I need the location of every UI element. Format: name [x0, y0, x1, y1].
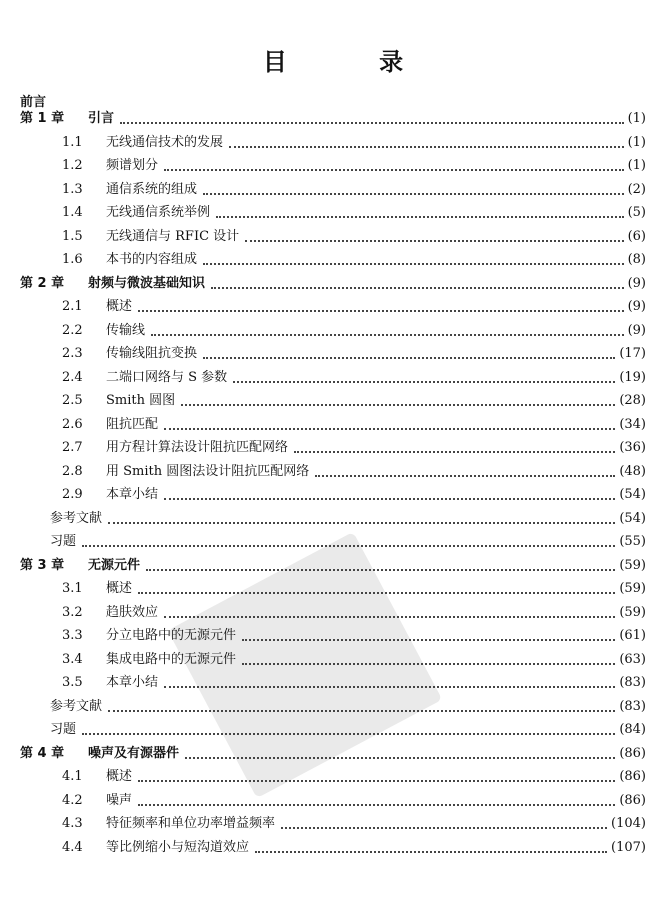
dot-leader — [138, 591, 615, 594]
entry-title: 趋肤效应 — [106, 604, 159, 620]
entry-title: 阻抗匹配 — [106, 416, 159, 432]
entry-number: 4.1 — [62, 769, 83, 784]
page-number: (6) — [627, 228, 646, 244]
dot-leader — [315, 474, 615, 477]
page-number: (83) — [619, 698, 646, 714]
toc-entry-section[interactable] — [62, 812, 646, 832]
dot-leader — [120, 121, 624, 124]
page-number: (59) — [619, 557, 646, 573]
entry-number: 1.2 — [62, 158, 83, 173]
toc-entry-section[interactable] — [62, 671, 646, 691]
entry-title: 概述 — [106, 769, 133, 784]
dot-leader — [294, 450, 615, 453]
dot-leader — [138, 309, 624, 312]
page-number: (36) — [619, 440, 646, 455]
page-number: (59) — [619, 581, 646, 596]
entry-number: 3.3 — [62, 628, 83, 643]
entry-number: 第 4 章 — [20, 745, 65, 761]
dot-leader — [203, 262, 624, 265]
entry-title: 射频与微波基础知识 — [88, 275, 206, 291]
entry-title: 无线通信与 RFIC 设计 — [106, 228, 240, 244]
entry-title: 通信系统的组成 — [106, 181, 198, 197]
page-number: (1) — [627, 158, 646, 173]
toc-entry-section[interactable] — [62, 601, 646, 621]
page-number: (8) — [627, 252, 646, 267]
entry-number: 3.1 — [62, 581, 83, 596]
page-number: (63) — [619, 651, 646, 667]
entry-number: 2.7 — [62, 440, 83, 455]
page-number: (28) — [619, 393, 646, 408]
toc-entry-section[interactable] — [62, 131, 646, 151]
page-number: (17) — [619, 346, 646, 361]
dot-leader — [185, 756, 615, 759]
dot-leader — [164, 497, 615, 500]
entry-number: 4.3 — [62, 816, 83, 831]
entry-number: 3.2 — [62, 604, 83, 620]
toc-entry-section[interactable] — [62, 154, 646, 174]
entry-number: 1.3 — [62, 181, 83, 197]
toc-entry-section[interactable] — [62, 366, 646, 386]
entry-number: 4.2 — [62, 792, 83, 808]
page-number: (19) — [619, 369, 646, 385]
toc-entry-section[interactable] — [62, 577, 646, 597]
page-number: (34) — [619, 416, 646, 432]
dot-leader — [164, 168, 624, 171]
entry-title: 传输线阻抗变换 — [106, 346, 198, 361]
page-number: (2) — [627, 181, 646, 197]
page-number: (86) — [619, 792, 646, 808]
page-number: (9) — [627, 275, 646, 291]
toc-entry-aux[interactable] — [50, 507, 646, 527]
entry-title: 习题 — [50, 534, 77, 549]
toc-entry-section[interactable] — [62, 789, 646, 809]
toc-entry-section[interactable] — [62, 225, 646, 245]
entry-title: 无线通信系统举例 — [106, 205, 211, 220]
entry-title: 噪声 — [106, 792, 133, 808]
entry-title: 概述 — [106, 581, 133, 596]
toc-entry-chapter[interactable] — [20, 742, 646, 762]
entry-number: 1.4 — [62, 205, 83, 220]
entry-number: 第 2 章 — [20, 275, 65, 291]
toc-entry-aux[interactable] — [50, 718, 646, 738]
entry-number: 第 3 章 — [20, 557, 65, 573]
entry-number: 3.4 — [62, 651, 83, 667]
dot-leader — [281, 826, 607, 829]
page-number: (1) — [627, 134, 646, 150]
toc-entry-aux[interactable] — [50, 695, 646, 715]
page-number: (9) — [627, 322, 646, 338]
toc-entry-aux[interactable] — [50, 530, 646, 550]
entry-number: 2.6 — [62, 416, 83, 432]
entry-title: 用方程计算法设计阻抗匹配网络 — [106, 440, 289, 455]
toc-entry-chapter[interactable] — [20, 554, 646, 574]
toc-entry-chapter[interactable] — [20, 107, 646, 127]
toc-entry-section[interactable] — [62, 342, 646, 362]
dot-leader — [255, 850, 607, 853]
dot-leader — [82, 732, 615, 735]
entry-title: 等比例缩小与短沟道效应 — [106, 839, 250, 855]
entry-title: 无线通信技术的发展 — [106, 134, 224, 150]
entry-title: 参考文献 — [50, 698, 103, 714]
page-number: (104) — [611, 816, 646, 831]
entry-number: 2.8 — [62, 463, 83, 479]
toc-entry-section[interactable] — [62, 460, 646, 480]
dot-leader — [181, 403, 615, 406]
page-number: (5) — [627, 205, 646, 220]
dot-leader — [108, 709, 615, 712]
entry-title: 本章小结 — [106, 675, 159, 690]
dot-leader — [229, 145, 624, 148]
dot-leader — [164, 685, 615, 688]
toc-entry-chapter[interactable] — [20, 272, 646, 292]
entry-title: 噪声及有源器件 — [88, 745, 180, 761]
page-number: (83) — [619, 675, 646, 690]
page-number: (86) — [619, 745, 646, 761]
page-title: 目 录 — [262, 48, 446, 76]
page-number: (59) — [619, 604, 646, 620]
page-number: (1) — [627, 111, 646, 126]
dot-leader — [233, 380, 615, 383]
dot-leader — [242, 662, 615, 665]
entry-number: 4.4 — [62, 839, 83, 855]
entry-title: 参考文献 — [50, 510, 103, 526]
toc-entry-section[interactable] — [62, 436, 646, 456]
toc-entry-section[interactable] — [62, 201, 646, 221]
toc-entry-section[interactable] — [62, 389, 646, 409]
dot-leader — [164, 427, 615, 430]
dot-leader — [242, 638, 615, 641]
entry-title: Smith 圆图 — [106, 393, 176, 408]
entry-number: 2.2 — [62, 322, 83, 338]
page-number: (107) — [611, 839, 646, 855]
entry-title: 集成电路中的无源元件 — [106, 651, 237, 667]
toc-entry-section[interactable] — [62, 248, 646, 268]
page-number: (54) — [619, 487, 646, 502]
entry-title: 分立电路中的无源元件 — [106, 628, 237, 643]
entry-number: 3.5 — [62, 675, 83, 690]
entry-title: 概述 — [106, 299, 133, 314]
entry-title: 习题 — [50, 722, 77, 737]
page-number: (9) — [627, 299, 646, 314]
entry-title: 传输线 — [106, 322, 146, 338]
toc-entry-section[interactable] — [62, 836, 646, 856]
dot-leader — [82, 544, 615, 547]
toc-entry-section[interactable] — [62, 319, 646, 339]
entry-number: 1.5 — [62, 228, 83, 244]
page-number: (84) — [619, 722, 646, 737]
entry-number: 1.6 — [62, 252, 83, 267]
entry-number: 2.4 — [62, 369, 83, 385]
entry-title: 引言 — [88, 111, 115, 126]
page-number: (55) — [619, 534, 646, 549]
entry-title: 频谱划分 — [106, 158, 159, 173]
page-number: (86) — [619, 769, 646, 784]
dot-leader — [146, 568, 615, 571]
dot-leader — [138, 779, 615, 782]
dot-leader — [203, 356, 615, 359]
dot-leader — [138, 803, 615, 806]
page-number: (54) — [619, 510, 646, 526]
toc-entry-section[interactable] — [62, 765, 646, 785]
entry-number: 第 1 章 — [20, 111, 65, 126]
dot-leader — [211, 286, 624, 289]
dot-leader — [108, 521, 615, 524]
dot-leader — [164, 615, 615, 618]
entry-number: 2.9 — [62, 487, 83, 502]
dot-leader — [245, 239, 623, 242]
entry-number: 2.1 — [62, 299, 83, 314]
page-number: (48) — [619, 463, 646, 479]
dot-leader — [203, 192, 624, 195]
entry-title: 用 Smith 圆图法设计阻抗匹配网络 — [106, 463, 310, 479]
toc-entry-section[interactable] — [62, 178, 646, 198]
dot-leader — [216, 215, 624, 218]
toc-entry-section[interactable] — [62, 483, 646, 503]
entry-title: 本章小结 — [106, 487, 159, 502]
preface-entry[interactable]: 前言 — [20, 95, 47, 110]
page-number: (61) — [619, 628, 646, 643]
toc-entry-section[interactable] — [62, 295, 646, 315]
dot-leader — [151, 333, 624, 336]
toc-entry-section[interactable] — [62, 648, 646, 668]
toc-entry-section[interactable] — [62, 624, 646, 644]
entry-title: 无源元件 — [88, 557, 141, 573]
entry-number: 2.3 — [62, 346, 83, 361]
entry-number: 1.1 — [62, 134, 83, 150]
toc-entry-section[interactable] — [62, 413, 646, 433]
entry-title: 本书的内容组成 — [106, 252, 198, 267]
entry-title: 二端口网络与 S 参数 — [106, 369, 228, 385]
entry-number: 2.5 — [62, 393, 83, 408]
entry-title: 特征频率和单位功率增益频率 — [106, 816, 276, 831]
